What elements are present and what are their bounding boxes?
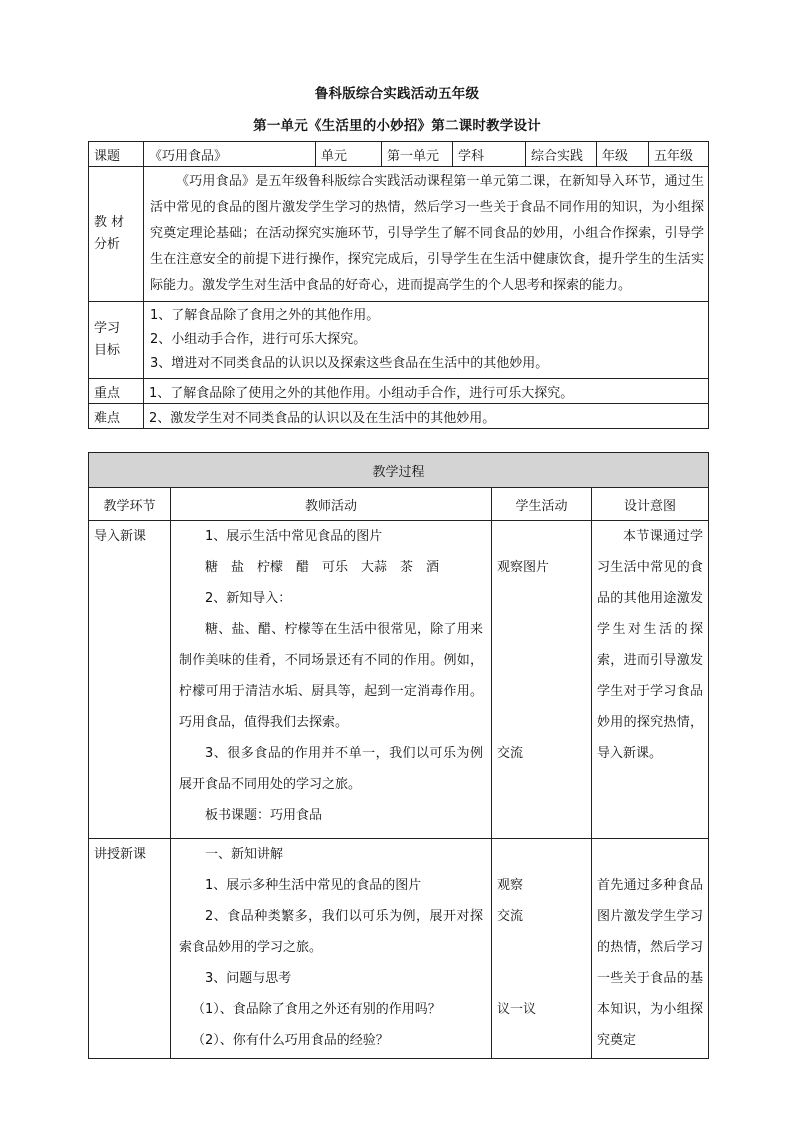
col-header-teacher: 教师活动 xyxy=(171,488,492,521)
analysis-label xyxy=(89,167,144,302)
goal-item: 2、小组动手合作，进行可乐大探究。 xyxy=(150,332,367,347)
teacher-line: 1、展示生活中常见食品的图片 xyxy=(205,529,383,544)
analysis-label-line1: 教 材 xyxy=(94,215,125,230)
lesson-label: 课题 xyxy=(89,142,144,167)
student-line: 交流 xyxy=(497,909,524,924)
col-header-stage: 教学环节 xyxy=(89,488,171,521)
lecture-teacher-activity xyxy=(171,839,492,1059)
intro-design-intent xyxy=(592,521,709,839)
teacher-line: 一、新知讲解 xyxy=(205,847,284,862)
lesson-info-row xyxy=(89,142,709,167)
analysis-row xyxy=(89,167,709,302)
student-line: 议一议 xyxy=(497,1002,537,1017)
teacher-line: 1、展示多种生活中常见的食品的图片 xyxy=(205,878,422,893)
document-subtitle: 第一单元《生活里的小妙招》第二课时教学设计 xyxy=(253,118,541,134)
teacher-line: （1）、食品除了食用之外还有别的作用吗？ xyxy=(192,1002,441,1017)
unit-value: 第一单元 xyxy=(382,142,453,167)
difficulty-row xyxy=(89,404,709,429)
difficulty-text: 2、激发学生对不同类食品的认识以及在生活中的其他妙用。 xyxy=(144,404,709,429)
teacher-line: 糖、盐、醋、柠檬等在生活中很常见，除了用来制作美味的佳肴，不同场景还有不同的作用。例如，柠檬可用于清洁水垢、厨具等，起到一定消毒作用。巧用食品，值得我们去探索。 xyxy=(179,622,483,730)
col-header-student: 学生活动 xyxy=(492,488,592,521)
analysis-paragraph: 《巧用食品》是五年级鲁科版综合实践活动课程第一单元第二课，在新知导入环节，通过生活中常见的食品的图片激发学生学习的热情，然后学习一些关于食品不同作用的知识，为小组探究奠定理论基础；在活动探究实施环节，引导学生了解不同食品的妙用，小组合作探索，引导学生在注意安全的前提下进行操作，探究完成后，引导学生在生活中健康饮食，提升学生的生活实际能力。激发学生对生活中食品的好奇心，进而提高学生的个人思考和探索的能力。 xyxy=(150,174,704,293)
lecture-design-intent xyxy=(592,839,709,1059)
process-header-row xyxy=(89,488,709,521)
difficulty-label: 难点 xyxy=(89,404,144,429)
intro-teacher-activity xyxy=(171,521,492,839)
analysis-text xyxy=(144,167,709,302)
col-header-design: 设计意图 xyxy=(592,488,709,521)
goals-label xyxy=(89,302,144,379)
grade-label: 年级 xyxy=(597,142,649,167)
design-text: 首先通过多种食品图片激发学生学习的热情，然后学习一些关于食品的基本知识，为小组探究奠定 xyxy=(597,878,704,1048)
lesson-value: 《巧用食品》 xyxy=(144,142,316,167)
document-title: 鲁科版综合实践活动五年级 xyxy=(314,86,480,102)
lesson-info-table xyxy=(88,141,709,429)
subject-value: 综合实践 xyxy=(526,142,597,167)
intro-student-activity xyxy=(492,521,592,839)
intro-row xyxy=(89,521,709,839)
teacher-line: 3、很多食品的作用并不单一，我们以可乐为例展开食品不同用处的学习之旅。 xyxy=(179,746,483,792)
key-label: 重点 xyxy=(89,379,144,404)
grade-value: 五年级 xyxy=(649,142,709,167)
key-row xyxy=(89,379,709,404)
goals-row xyxy=(89,302,709,379)
unit-label: 单元 xyxy=(316,142,382,167)
student-line: 观察 xyxy=(497,878,524,893)
teacher-line: 糖 盐 柠檬 醋 可乐 大蒜 茶 酒 xyxy=(205,560,440,575)
teaching-process-table xyxy=(88,452,709,1059)
student-line: 交流 xyxy=(497,746,524,761)
teacher-line: （2）、你有什么巧用食品的经验？ xyxy=(192,1033,389,1048)
lecture-stage: 讲授新课 xyxy=(89,839,171,1059)
goal-item: 1、了解食品除了食用之外的其他作用。 xyxy=(150,308,380,323)
analysis-label-line2: 分析 xyxy=(94,237,121,252)
goal-item: 3、增进对不同类食品的认识以及探索这些食品在生活中的其他妙用。 xyxy=(150,356,549,371)
lecture-student-activity xyxy=(492,839,592,1059)
teacher-line: 板书课题：巧用食品 xyxy=(205,808,323,823)
design-text: 本节课通过学习生活中常见的食品的其他用途激发学生对生活的探索，进而引导激发学生对于学习食品妙用的探究热情，导入新课。 xyxy=(597,529,704,761)
teacher-line: 2、食品种类繁多，我们以可乐为例，展开对探索食品妙用的学习之旅。 xyxy=(179,909,483,955)
teacher-line: 2、新知导入： xyxy=(205,591,292,606)
goals-label-line2: 目标 xyxy=(94,343,121,358)
teacher-line: 3、问题与思考 xyxy=(205,971,292,986)
student-line: 观察图片 xyxy=(497,560,550,575)
subject-label: 学科 xyxy=(453,142,526,167)
goals-list xyxy=(144,302,709,379)
goals-label-line1: 学习 xyxy=(94,321,121,336)
process-title: 教学过程 xyxy=(89,453,709,488)
intro-stage: 导入新课 xyxy=(89,521,171,839)
lecture-row xyxy=(89,839,709,1059)
key-text: 1、了解食品除了使用之外的其他作用。小组动手合作，进行可乐大探究。 xyxy=(144,379,709,404)
